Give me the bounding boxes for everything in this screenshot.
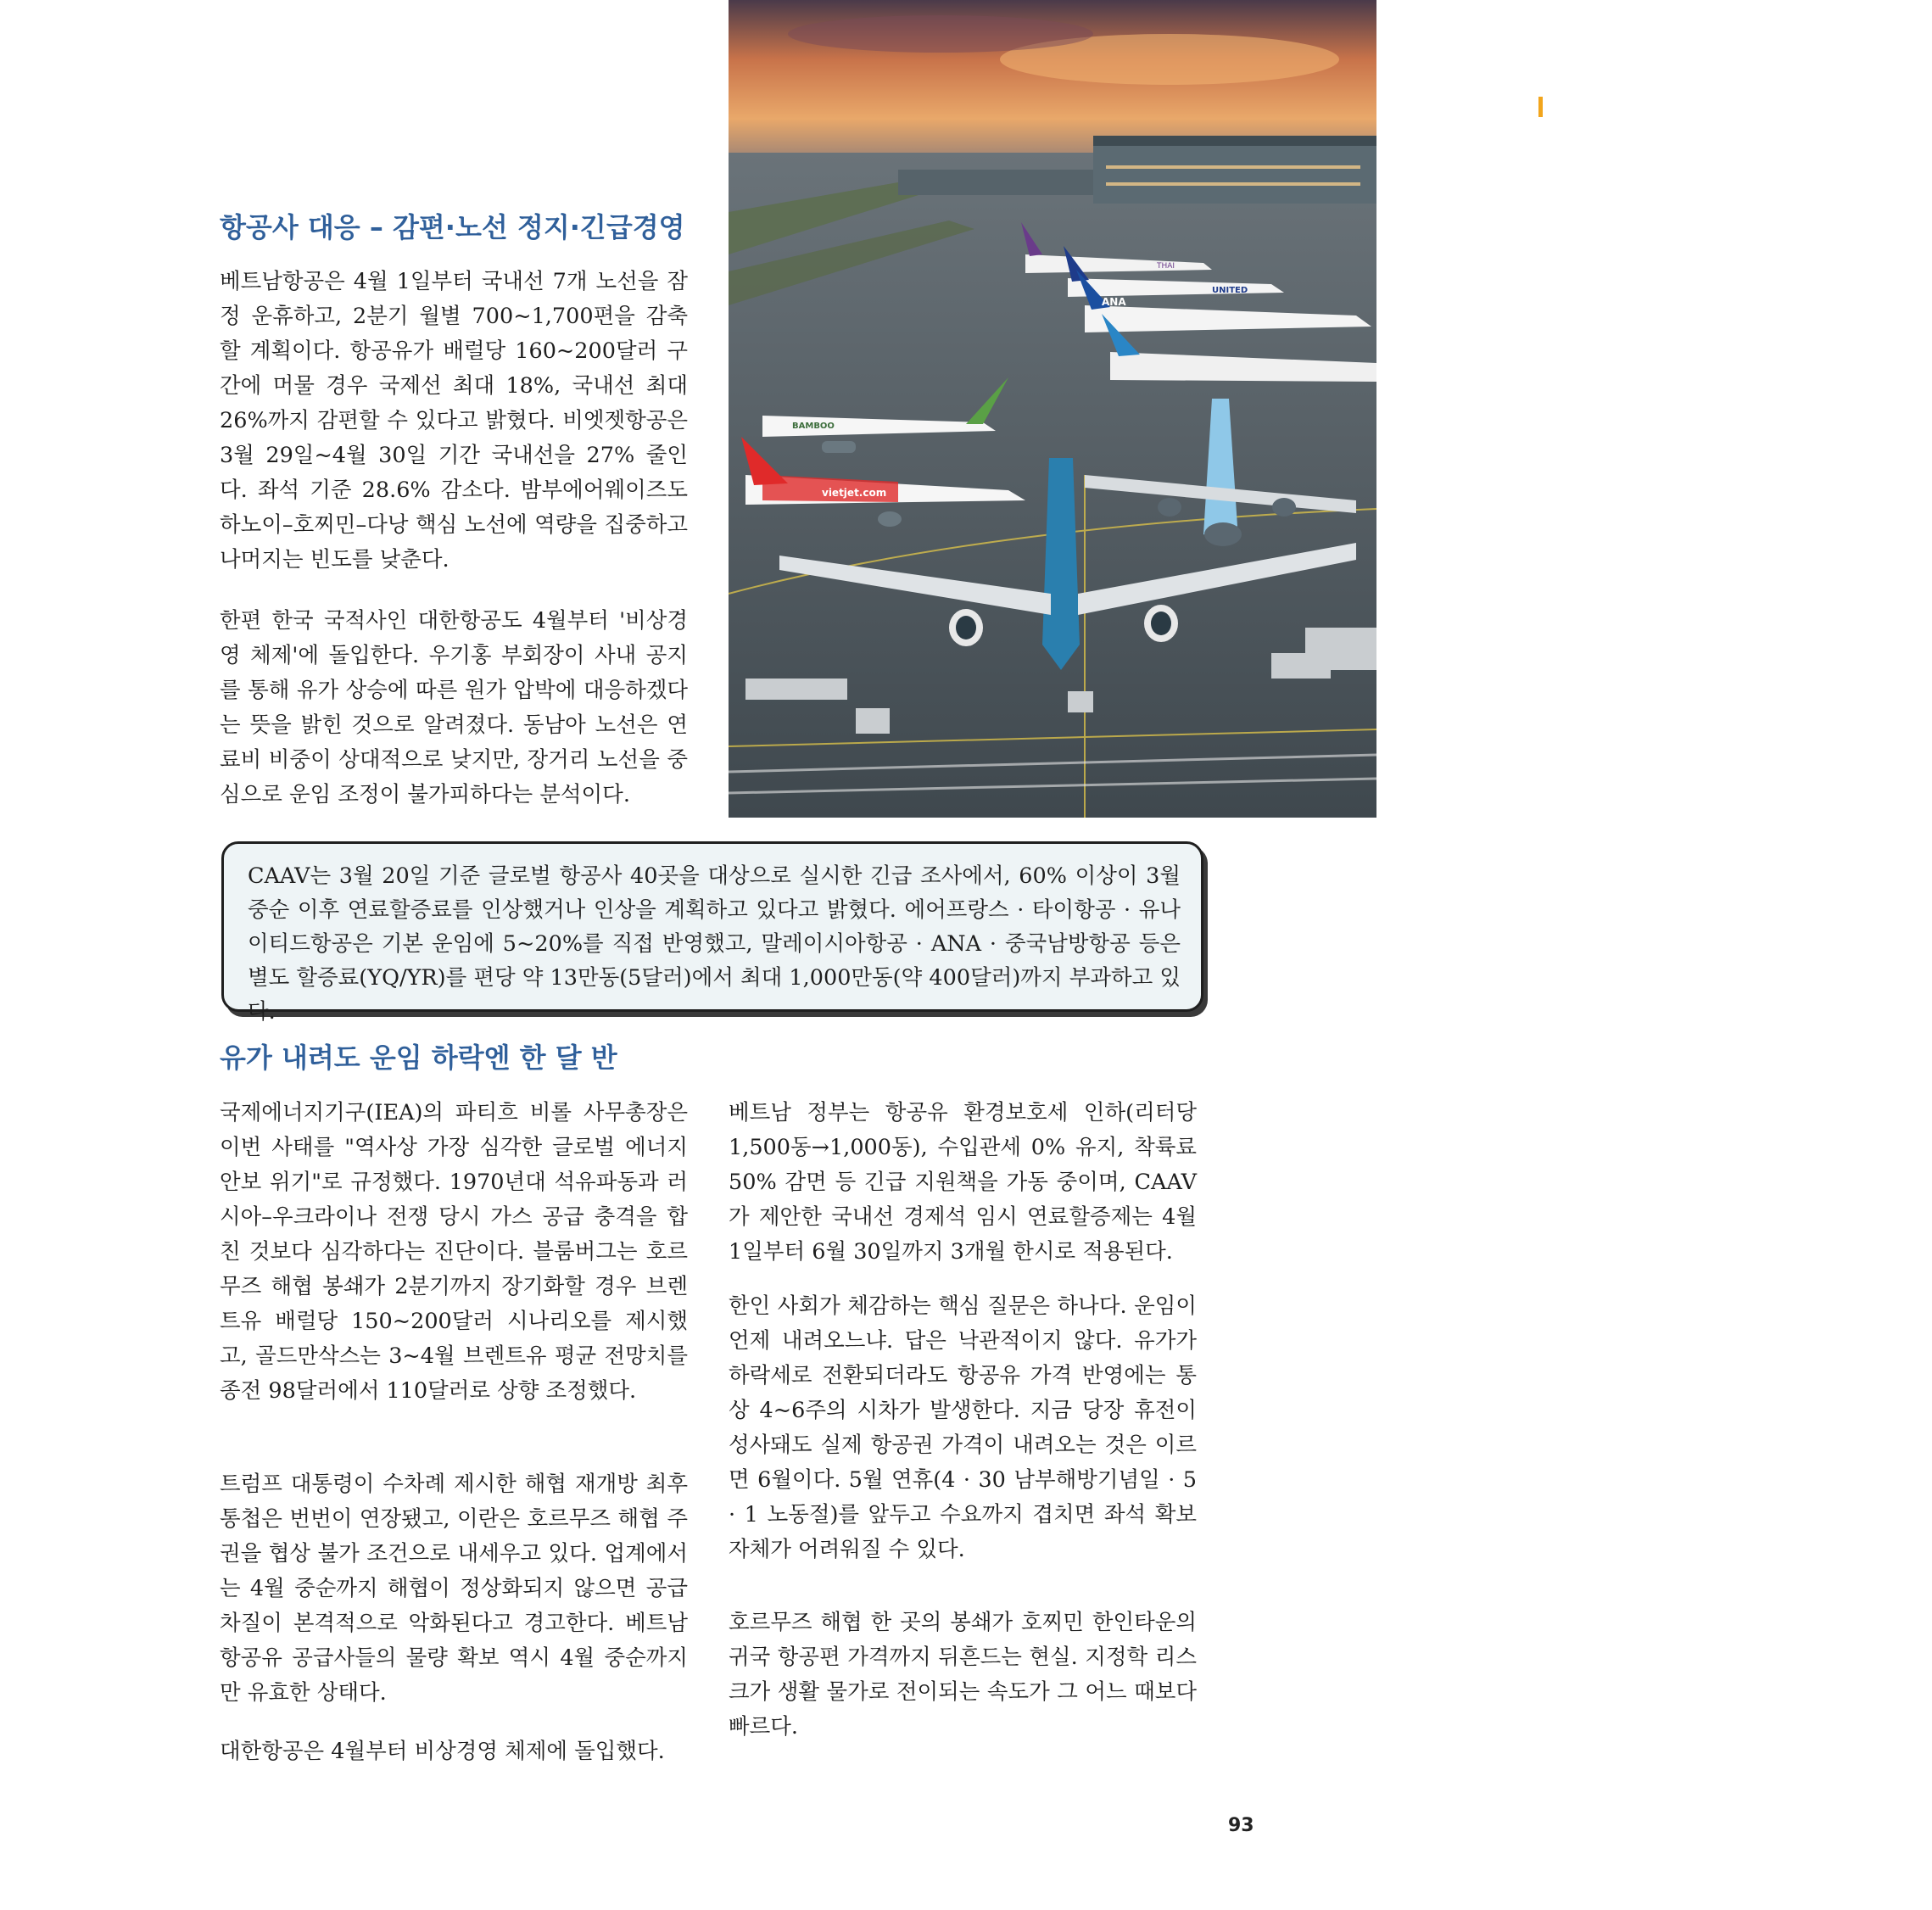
airport-photo	[729, 0, 1932, 818]
callout-box	[221, 841, 1203, 1025]
paragraph-iea: 국제에너지기구(IEA)의 파티흐 비롤 사무총장은 이번 사태를 "역사상 가장 심각한 글로벌 에너지 안보 위기"로 규정했다. 1970년대 석유파동과 러시아–우크라이나 전쟁 당시 가스 공급 충격을 합친 것보다 심각하다는 진단이다. 블룸버그는 호르무즈 해협 봉쇄가 2분기까지 장기화할 경우 브렌트유 배럴당 150~200달러 시나리오를 제시했고, 골드만삭스는 3~4월 브렌트유 평균 전망치를 종전 98달러에서 110달러로 상향 조정했다.	[220, 1100, 688, 1404]
paragraph-hormuz: 트럼프 대통령이 수차례 제시한 해협 재개방 최후통첩은 번번이 연장됐고, 이란은 호르무즈 해협 주권을 협상 불가 조건으로 내세우고 있다. 업계에서는 4월 중순까지 해협이 정상화되지 않으면 공급 차질이 본격적으로 악화된다고 경고한다. 베트남 항공유 공급사들의 물량 확보 역시 4월 중순까지만 유효한 상태다.	[220, 1472, 688, 1706]
paragraph-vietnam-government: 베트남 정부는 항공유 환경보호세 인하(리터당 1,500동→1,000동), 수입관세 0% 유지, 착륙료 50% 감면 등 긴급 지원책을 가동 중이며, CAAV가 제안한 국내선 경제석 임시 연료할증제는 4월 1일부터 6월 30일까지 3개월 한시로 적용된다.	[729, 1100, 1197, 1265]
callout-text: CAAV는 3월 20일 기준 글로벌 항공사 40곳을 대상으로 실시한 긴급 조사에서, 60% 이상이 3월 중순 이후 연료할증료를 인상했거나 인상을 계획하고 있다고 밝혔다. 에어프랑스 · 타이항공 · 유나이티드항공은 기본 운임에 5~20%를 직접 반영했고, 말레이시아항공 · ANA · 중국남방항공 등은 별도 할증료(YQ/YR)를 편당 약 13만동(5달러)에서 최대 1,000만동(약 400달러)까지 부과하고 있다.	[248, 863, 1181, 1025]
section-heading-airline-response: 항공사 대응 – 감편·노선 정지·긴급경영	[220, 211, 685, 243]
svg-text:THAI: THAI	[1157, 262, 1175, 271]
svg-text:BAMBOO: BAMBOO	[792, 422, 835, 431]
photo-caption: 전쟁 유가 쇼크!....베트남 출발 항공권 얼마나 올랐나?	[1538, 97, 1932, 117]
paragraph-korean-air-emergency: 대한항공은 4월부터 비상경영 체제에 돌입했다.	[220, 1739, 665, 1764]
paragraph-korean-air: 한편 한국 국적사인 대한항공도 4월부터 '비상경영 체제'에 돌입한다. 우기홍 부회장이 사내 공지를 통해 유가 상승에 따른 원가 압박에 대응하겠다는 뜻을 밝힌 것으로 알려졌다. 동남아 노선은 연료비 비중이 상대적으로 낮지만, 장거리 노선을 중심으로 운임 조정이 불가피하다는 분석이다.	[220, 608, 688, 807]
section-heading-fare-drop: 유가 내려도 운임 하락엔 한 달 반	[220, 1042, 617, 1074]
airport-illustration	[729, 0, 1376, 818]
page-number: 93	[1228, 1815, 1254, 1836]
paragraph-korean-community: 한인 사회가 체감하는 핵심 질문은 하나다. 운임이 언제 내려오느냐. 답은 낙관적이지 않다. 유가가 하락세로 전환되더라도 항공유 가격 반영에는 통상 4~6주의 시차가 발생한다. 지금 당장 휴전이 성사돼도 실제 항공권 가격이 내려오는 것은 이르면 6월이다. 5월 연휴(4 · 30 남부해방기념일 · 5 · 1 노동절)를 앞두고 수요까지 겹치면 좌석 확보 자체가 어려워질 수 있다.	[729, 1293, 1197, 1562]
paragraph-vietnam-airlines: 베트남항공은 4월 1일부터 국내선 7개 노선을 잠정 운휴하고, 2분기 월별 700~1,700편을 감축할 계획이다. 항공유가 배럴당 160~200달러 구간에 머물 경우 국제선 최대 18%, 국내선 최대 26%까지 감편할 수 있다고 밝혔다. 비엣젯항공은 3월 29일~4월 30일 기간 국내선을 27% 줄인다. 좌석 기준 28.6% 감소다. 밤부에어웨이즈도 하노이–호찌민–다낭 핵심 노선에 역량을 집중하고 나머지는 빈도를 낮춘다.	[220, 269, 688, 572]
svg-text:ANA: ANA	[1102, 296, 1126, 308]
svg-text:vietjet.com: vietjet.com	[822, 487, 887, 499]
paragraph-geopolitical-risk: 호르무즈 해협 한 곳의 봉쇄가 호찌민 한인타운의 귀국 항공편 가격까지 뒤흔드는 현실. 지정학 리스크가 생활 물가로 전이되는 속도가 그 어느 때보다 빠르다.	[729, 1610, 1197, 1740]
svg-text:UNITED: UNITED	[1212, 286, 1248, 295]
